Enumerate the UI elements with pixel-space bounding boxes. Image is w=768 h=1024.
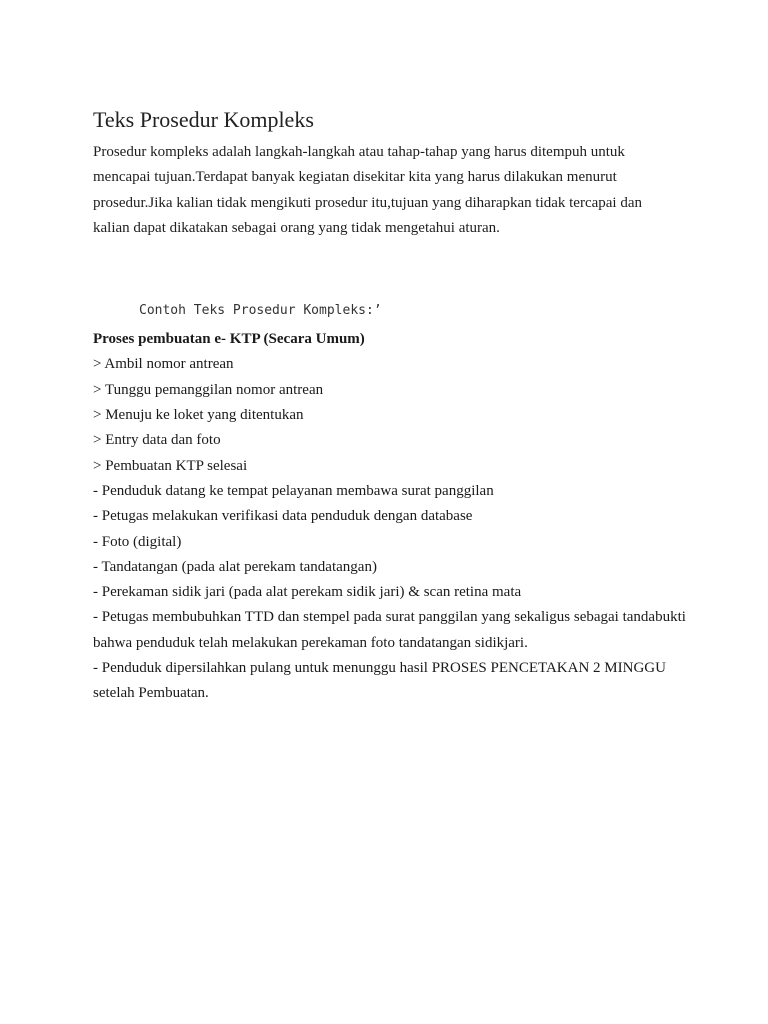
detail-item: - Penduduk dipersilahkan pulang untuk menunggu hasil PROSES PENCETAKAN 2 MINGGU setelah Pembuatan. [93,660,666,702]
step-item: > Pembuatan KTP selesai [93,457,248,474]
detail-item: - Perekaman sidik jari (pada alat perekam sidik jari) & scan retina mata [93,584,522,601]
detail-item: - Foto (digital) [93,533,182,550]
document-title: Teks Prosedur Kompleks [93,107,314,132]
intro-paragraph: Prosedur kompleks adalah langkah-langkah atau tahap-tahap yang harus ditempuh untuk mencapai tujuan.Terdapat banyak kegiatan disekitar kita yang harus dilakukan menurut prosedur.Jika kalian tidak mengikuti prosedur itu,tujuan yang diharapkan tidak tercapai dan kalian dapat dikatakan sebagai orang yang tidak mengetahui aturan. [93,144,643,236]
steps-list [93,352,693,478]
detail-item: - Tandatangan (pada alat perekam tandatangan) [93,558,377,575]
step-item: > Tunggu pemanggilan nomor antrean [93,381,324,398]
step-item: > Menuju ke loket yang ditentukan [93,407,304,424]
step-item: > Entry data dan foto [93,432,221,449]
detail-item: - Petugas membubuhkan TTD dan stempel pada surat panggilan yang sekaligus sebagai tandabukti bahwa penduduk telah melakukan perekaman foto tandatangan sidikjari. [93,609,686,651]
section-title: Proses pembuatan e- KTP (Secara Umum) [93,331,365,348]
step-item: > Ambil nomor antrean [93,356,234,373]
example-heading: Contoh Teks Prosedur Kompleks:’ [139,303,382,319]
detail-item: - Penduduk datang ke tempat pelayanan membawa surat panggilan [93,482,494,499]
detail-item: - Petugas melakukan verifikasi data penduduk dengan database [93,508,473,525]
document-page [93,106,693,707]
details-list [93,479,693,707]
